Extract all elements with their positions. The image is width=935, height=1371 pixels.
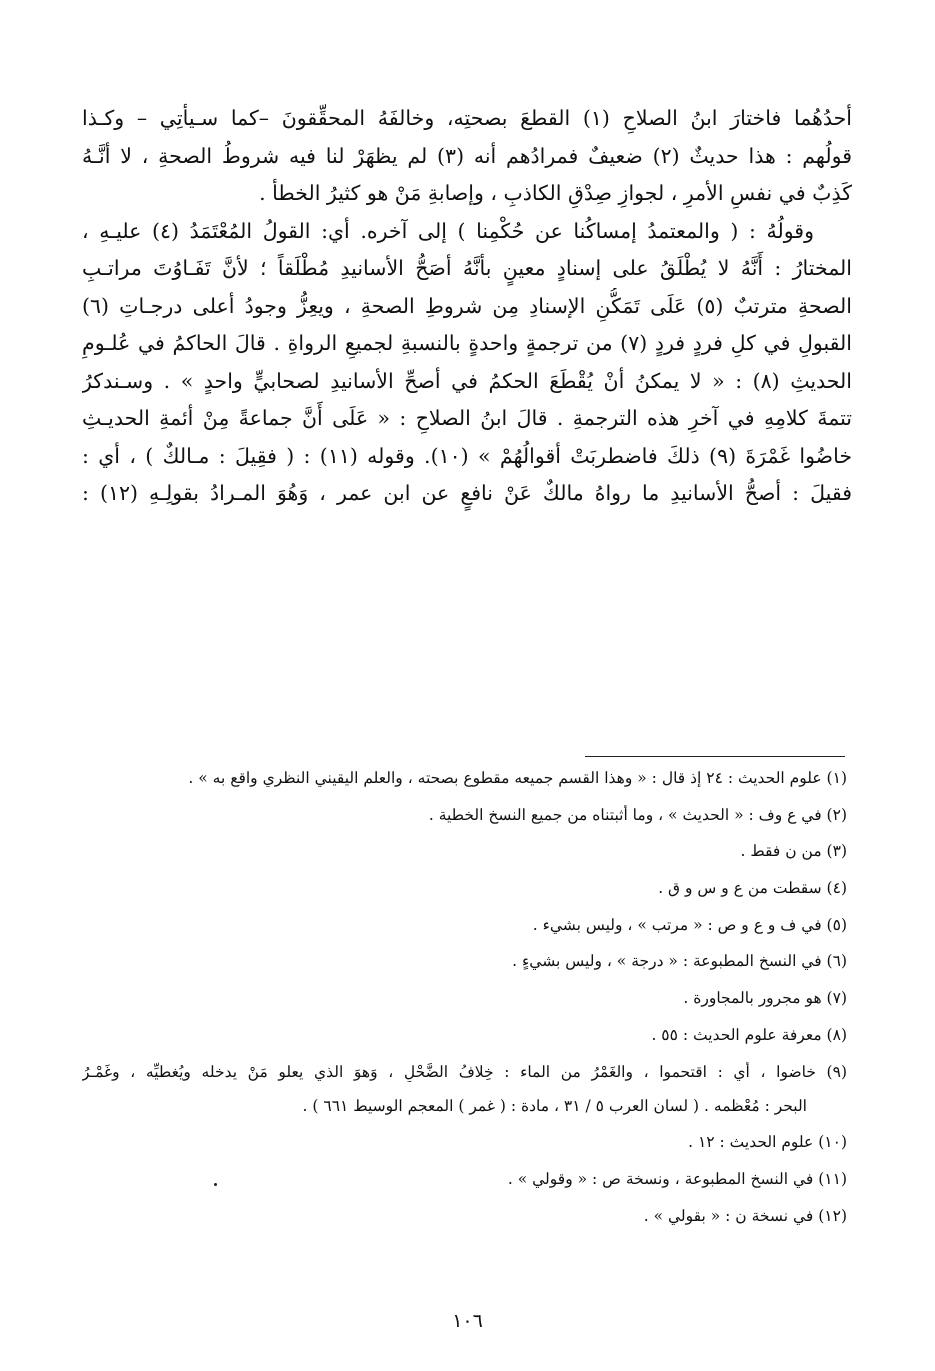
footnote: (١٠) علوم الحديث : ١٢ . bbox=[688, 1133, 847, 1152]
footnote: (٨) معرفة علوم الحديث : ٥٥ . bbox=[651, 1025, 847, 1044]
body-line: أحدُهُما فاختارَ ابنُ الصلاحِ (١) القطعَ بصحتِه، وخالفَهُ المحقِّقونَ –كما سـيأتِي – وكـذا bbox=[82, 106, 852, 130]
footnote: (٤) سقطت من ع و س و ق . bbox=[658, 879, 847, 898]
body-line: المختارُ : أَنَّهُ لا يُطْلَقُ على إسنادٍ معينٍ بأنَّهُ أصَحُّ الأسانيدِ مُطْلَقاً ؛ لأنَّ تَفَـاوُتَ مراتـبِ bbox=[82, 256, 852, 280]
footnote: (٢) في ع وف : « الحديث » ، وما أثبتناه من جميع النسخ الخطية . bbox=[428, 805, 847, 824]
body-line: القبولِ في كلِ فردٍ فردٍ (٧) من ترجمةٍ واحدةٍ بالنسبةِ لجميعِ الرواةِ . قالَ الحاكمُ في عُلـومِ bbox=[82, 331, 852, 355]
body-line: فقيلَ : أصحُّ الأسانيدِ ما رواهُ مالكٌ عَنْ نافعٍ عن ابن عمر ، وَهُوَ المـرادُ بقولِـهِ (١٢) : bbox=[82, 481, 852, 505]
main-text bbox=[82, 100, 852, 513]
footnote: (٦) في النسخ المطبوعة : « درجة » ، وليس بشيءٍ . bbox=[512, 952, 847, 971]
body-line: وقولُهُ : ( والمعتمدُ إمساكُنا عن حُكْمِنا ) إلى آخره. أي: القولُ المُعْتَمَدُ (٤) عليـهِ ، bbox=[82, 218, 814, 243]
footnote-separator bbox=[585, 756, 845, 757]
footnote: (١٢) في نسخة ن : « بقولي » . bbox=[643, 1206, 847, 1225]
footnote: (١١) في النسخ المطبوعة ، ونسخة ص : « وقولي » . bbox=[507, 1169, 847, 1188]
footnote: (٥) في ف و ع و ص : « مرتب » ، وليس بشيء . bbox=[532, 915, 847, 934]
footnote: (٧) هو مجرور بالمجاورة . bbox=[683, 989, 847, 1008]
body-line: الحديثِ (٨) : « لا يمكنُ أنْ يُقْطَعَ الحكمُ في أصحِّ الأسانيدِ لصحابيٍّ واحدٍ » . وسـندكرُ bbox=[82, 368, 852, 393]
footnotes bbox=[82, 768, 847, 1242]
body-line: خاضُوا غَمْرَةَ (٩) ذلكَ فاضطربَتْ أقوالُهُمْ » (١٠). وقوله (١١) : ( فقِيلَ : مـالكٌ ) ، أي : bbox=[82, 443, 852, 468]
footnote-continuation: البحر : مُعْظمه . ( لسان العرب ٥ / ٣١ ، مادة : ( غمر ) المعجم الوسيط ٦٦١ ) . bbox=[302, 1096, 807, 1115]
footnote: (٩) خاضوا ، أي : اقتحموا ، والغَمْرُ من الماء : خِلافُ الضَّحْلِ ، وَهوَ الذي يعلو مَنْ يدخله ويُغطيِّه ، وغَمْـرُ bbox=[82, 1062, 847, 1081]
body-line: الصحةِ مترتبٌ (٥) عَلَى تَمَكُّنِ الإسنادِ مِن شروطِ الصحةِ ، ويعِزُّ وجودُ أعلى درجـاتِ (٦) bbox=[82, 293, 852, 318]
footnote: (٣) من ن فقط . bbox=[740, 842, 847, 861]
body-line: كَذِبٌ في نفسِ الأمرِ ، لجوازِ صِدْقِ الكاذبِ ، وإصابةِ مَنْ هو كثيرُ الخطأ . bbox=[259, 181, 852, 205]
body-line: تتمةَ كلامِهِ في آخرِ هذه الترجمةِ . قالَ ابنُ الصلاحِ : « عَلَى أَنَّ جماعةً مِنْ أئمةِ الحديـثِ bbox=[82, 406, 852, 430]
page-number: ١٠٦ bbox=[452, 1310, 483, 1332]
body-line: قولُهم : هذا حديثٌ (٢) ضعيفٌ فمرادُهم أنه (٣) لم يظهَرْ لنا فيه شروطُ الصحةِ ، لا أنَّـهُ bbox=[82, 143, 852, 168]
footnote: (١) علوم الحديث : ٢٤ إذ قال : « وهذا القسم جميعه مقطوع بصحته ، والعلم اليقيني النظري واقع به » . bbox=[188, 769, 847, 787]
print-speck bbox=[214, 1183, 217, 1186]
